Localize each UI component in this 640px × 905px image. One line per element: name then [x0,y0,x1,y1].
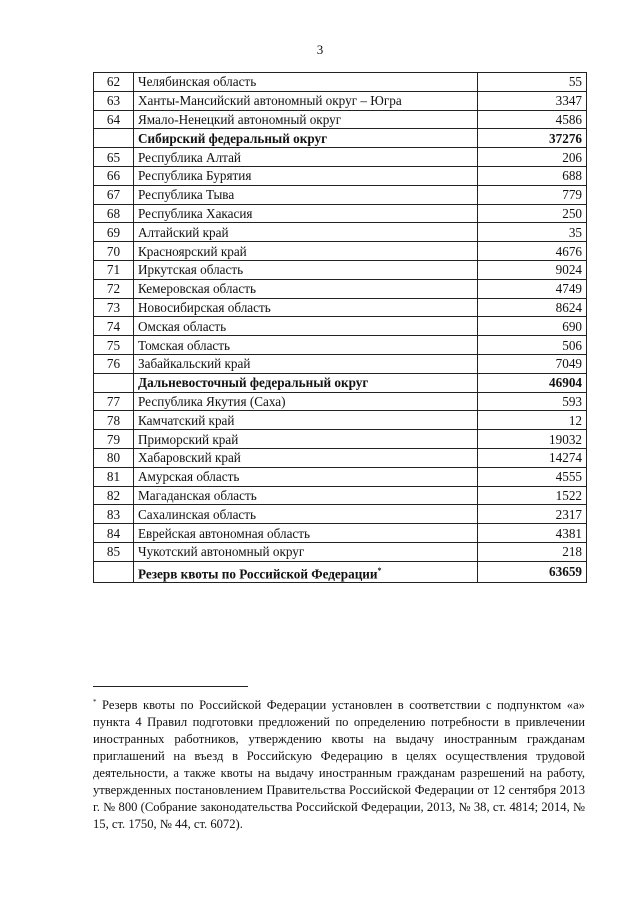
row-number: 79 [94,430,134,449]
region-name-cell [134,129,478,148]
quota-value: 506 [478,336,587,355]
footnote-mark: * [93,698,97,706]
row-number: 64 [94,110,134,129]
quota-value: 12 [478,411,587,430]
quota-table [93,72,587,583]
region-name: Магаданская область [138,487,257,503]
region-name-cell [134,392,478,411]
region-name: Дальневосточный федеральный округ [138,375,369,391]
table-row [94,204,587,223]
region-name-cell [134,373,478,392]
table-row [94,542,587,561]
region-name: Ямало-Ненецкий автономный округ [138,111,342,127]
region-name-cell [134,110,478,129]
footnote [93,694,585,833]
table-row [94,91,587,110]
region-name: Сахалинская область [138,506,257,522]
quota-value: 2317 [478,505,587,524]
row-number: 72 [94,279,134,298]
quota-value: 35 [478,223,587,242]
row-number [94,373,134,392]
table-row [94,166,587,185]
region-name-cell [134,430,478,449]
row-number: 73 [94,298,134,317]
row-number [94,561,134,582]
region-name: Новосибирская область [138,299,271,315]
table-row [94,505,587,524]
quota-value: 4586 [478,110,587,129]
quota-value: 19032 [478,430,587,449]
region-name: Резерв квоты по Российской Федерации [138,566,378,582]
table-row [94,185,587,204]
row-number: 68 [94,204,134,223]
footnote-divider [93,686,248,687]
page-number: 3 [316,42,324,57]
table-row [94,73,587,92]
region-name: Красноярский край [138,243,247,259]
table-row [94,110,587,129]
region-name: Камчатский край [138,412,235,428]
quota-value: 250 [478,204,587,223]
region-name: Омская область [138,318,227,334]
region-name-cell [134,260,478,279]
row-number [94,129,134,148]
quota-value: 14274 [478,448,587,467]
region-name-cell [134,185,478,204]
quota-value: 4749 [478,279,587,298]
region-name: Приморский край [138,431,239,447]
row-number: 74 [94,317,134,336]
region-name: Челябинская область [138,74,257,90]
table-row-subtotal [94,561,587,582]
table-row [94,354,587,373]
quota-value: 9024 [478,260,587,279]
row-number: 69 [94,223,134,242]
quota-value: 63659 [478,561,587,582]
quota-value: 690 [478,317,587,336]
region-name: Чукотский автономный округ [138,544,305,560]
region-name: Кемеровская область [138,281,256,297]
region-name: Забайкальский край [138,356,251,372]
quota-value: 7049 [478,354,587,373]
region-name: Республика Якутия (Саха) [138,393,286,409]
region-name: Хабаровский край [138,450,241,466]
quota-value: 3347 [478,91,587,110]
region-name-cell [134,242,478,261]
quota-value: 218 [478,542,587,561]
table-row [94,392,587,411]
region-name: Алтайский край [138,224,229,240]
quota-value: 206 [478,148,587,167]
table-row [94,448,587,467]
region-name-cell [134,505,478,524]
quota-value: 1522 [478,486,587,505]
region-name-cell [134,486,478,505]
quota-value: 593 [478,392,587,411]
table-row [94,486,587,505]
region-name-cell [134,91,478,110]
region-name-cell [134,223,478,242]
table-row [94,242,587,261]
row-number: 85 [94,542,134,561]
row-number: 80 [94,448,134,467]
region-name-cell [134,204,478,223]
row-number: 84 [94,524,134,543]
table-row-subtotal [94,129,587,148]
table-row [94,223,587,242]
row-number: 63 [94,91,134,110]
quota-value: 8624 [478,298,587,317]
region-name-cell [134,298,478,317]
row-number: 76 [94,354,134,373]
region-name-cell [134,542,478,561]
quota-value: 46904 [478,373,587,392]
table-row [94,148,587,167]
region-name-cell [134,148,478,167]
region-name: Сибирский федеральный округ [138,130,328,146]
region-name: Республика Тыва [138,187,235,203]
table-row [94,298,587,317]
table-row [94,411,587,430]
table-row [94,317,587,336]
row-number: 62 [94,73,134,92]
row-number: 70 [94,242,134,261]
table-row-subtotal [94,373,587,392]
region-name: Республика Бурятия [138,168,252,184]
quota-value: 688 [478,166,587,185]
row-number: 71 [94,260,134,279]
row-number: 67 [94,185,134,204]
row-number: 81 [94,467,134,486]
quota-value: 37276 [478,129,587,148]
region-name-cell [134,448,478,467]
footnote-text: Резерв квоты по Российской Федерации установлен в соответствии с подпунктом «а» пункта 4 Правил подготовки предложений по определению потребности в привлечении иностранных работников, утверждению квоты на выдачу иностранным гражданам приглашений на въезд в Российскую Федерацию в целях осуществления трудовой деятельности, а также квоты на выдачу иностранным гражданам разрешений на работу, утвержденных постановлением Правительства Российской Федерации от 12 сентября 2013 г. № 800 (Собрание законодательства Российской Федерации, 2013, № 38, ст. 4814; 2014, № 15, ст. 1750, № 44, ст. 6072). [93,698,585,832]
table-row [94,524,587,543]
footnote-reference: * [377,565,382,575]
region-name-cell [134,336,478,355]
quota-value: 779 [478,185,587,204]
quota-value: 55 [478,73,587,92]
region-name: Иркутская область [138,262,244,278]
row-number: 78 [94,411,134,430]
region-name-cell [134,561,478,582]
row-number: 83 [94,505,134,524]
region-name-cell [134,524,478,543]
region-name-cell [134,73,478,92]
region-name: Республика Алтай [138,149,241,165]
row-number: 75 [94,336,134,355]
region-name: Амурская область [138,469,240,485]
table-row [94,336,587,355]
quota-table-body [94,73,587,583]
row-number: 66 [94,166,134,185]
row-number: 77 [94,392,134,411]
region-name-cell [134,411,478,430]
region-name-cell [134,166,478,185]
quota-value: 4676 [478,242,587,261]
region-name: Республика Хакасия [138,205,253,221]
region-name-cell [134,279,478,298]
region-name-cell [134,317,478,336]
region-name: Томская область [138,337,231,353]
table-row [94,430,587,449]
table-row [94,260,587,279]
table-row [94,279,587,298]
quota-value: 4381 [478,524,587,543]
region-name: Ханты-Мансийский автономный округ – Югра [138,93,402,109]
table-row [94,467,587,486]
region-name-cell [134,467,478,486]
quota-value: 4555 [478,467,587,486]
region-name-cell [134,354,478,373]
row-number: 65 [94,148,134,167]
region-name: Еврейская автономная область [138,525,311,541]
row-number: 82 [94,486,134,505]
